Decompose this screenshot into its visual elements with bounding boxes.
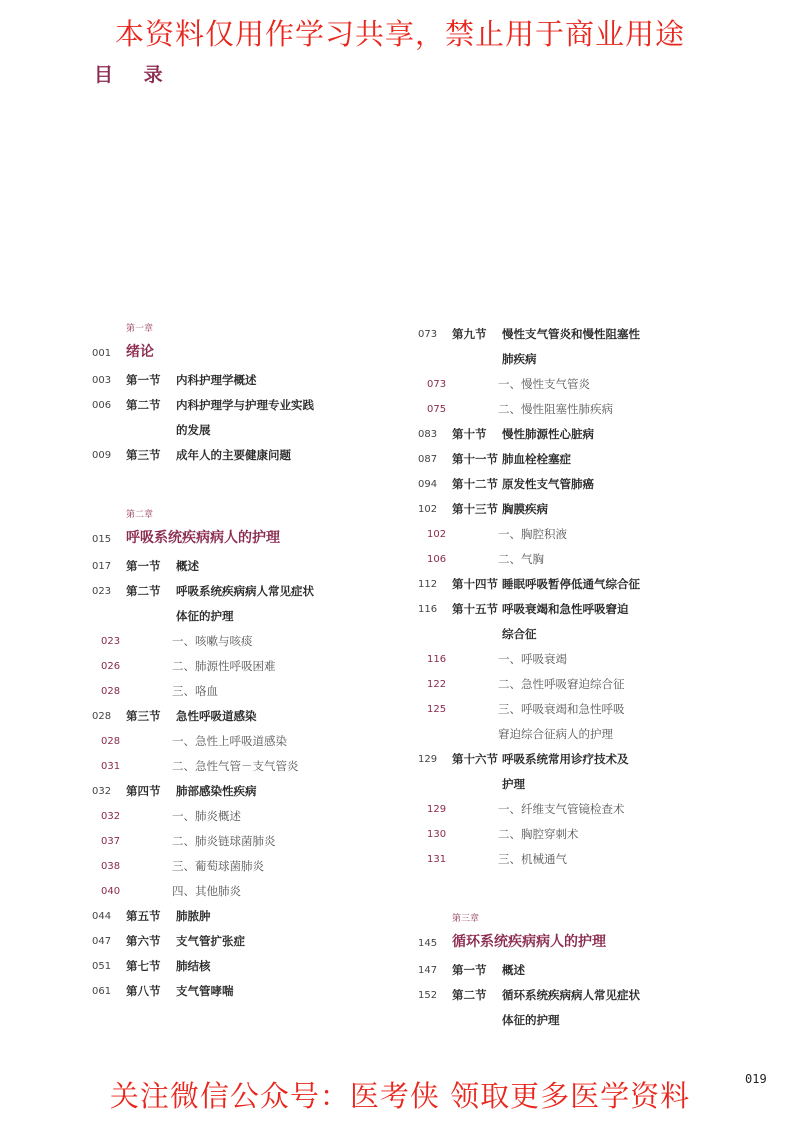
entry-title — [126, 754, 412, 779]
toc-subentry — [418, 697, 718, 747]
entry-title — [502, 447, 718, 472]
chapter-title: 绪论 — [126, 344, 154, 360]
toc-subentry — [418, 822, 718, 847]
entry-title-text: 支气管扩张症 — [176, 934, 245, 948]
chapter-spacer — [418, 872, 718, 912]
entry-section-label: 第九节 — [452, 327, 487, 341]
entry-section-label: 第三节 — [126, 709, 161, 723]
entry-title-text: 内科护理学概述 — [176, 373, 257, 387]
entry-section-label: 第四节 — [126, 784, 161, 798]
chapter-title: 呼吸系统疾病病人的护理 — [126, 530, 280, 546]
toc-subentry — [418, 847, 718, 872]
toc-entry — [92, 904, 412, 929]
toc-entry — [418, 572, 718, 597]
entry-title-text: 原发性支气管肺癌 — [502, 477, 594, 491]
entry-section-label: 第一节 — [126, 373, 161, 387]
entry-title-text: 一、纤维支气管镜检查术 — [498, 802, 625, 816]
entry-title — [502, 422, 718, 447]
entry-page-number: 037 — [101, 836, 121, 847]
entry-title — [126, 854, 412, 879]
entry-title-text: 一、肺炎概述 — [172, 809, 241, 823]
entry-title — [176, 954, 412, 979]
watermark-banner-top: 本资料仅用作学习共享，禁止用于商业用途 — [114, 17, 685, 51]
chapter-label: 第一章 — [126, 324, 154, 334]
entry-title — [452, 397, 718, 422]
entry-title — [176, 779, 412, 804]
entry-section-label: 第二节 — [126, 398, 161, 412]
entry-section-label: 第八节 — [126, 984, 161, 998]
entry-title — [502, 958, 718, 983]
entry-title-continuation: 肺疾病 — [502, 352, 537, 366]
chapter-page-number: 015 — [92, 534, 112, 545]
entry-title — [176, 579, 412, 629]
entry-title — [502, 597, 718, 647]
entry-title — [176, 554, 412, 579]
toc-subentry — [418, 797, 718, 822]
entry-title-text: 一、急性上呼吸道感染 — [172, 734, 287, 748]
toc-subentry — [92, 654, 412, 679]
toc-subentry — [418, 522, 718, 547]
entry-page-number: 116 — [427, 654, 447, 665]
entry-page-number: 129 — [418, 754, 438, 765]
chapter-title-row — [418, 926, 718, 958]
entry-title — [502, 322, 718, 372]
toc-entry — [418, 597, 718, 647]
entry-title-text: 成年人的主要健康问题 — [176, 448, 291, 462]
entry-section-label: 第一节 — [126, 559, 161, 573]
entry-page-number: 129 — [427, 804, 447, 815]
entry-page-number: 102 — [418, 504, 438, 515]
toc-subentry — [418, 372, 718, 397]
entry-title-text: 呼吸衰竭和急性呼吸窘迫 — [502, 602, 629, 616]
entry-section-label: 第二节 — [126, 584, 161, 598]
entry-title-continuation: 窘迫综合征病人的护理 — [498, 727, 613, 741]
entry-page-number: 051 — [92, 961, 112, 972]
entry-title-text: 概述 — [176, 559, 199, 573]
entry-section-label: 第一节 — [452, 963, 487, 977]
entry-title-text: 肺部感染性疾病 — [176, 784, 257, 798]
entry-title-text: 慢性支气管炎和慢性阻塞性 — [502, 327, 640, 341]
entry-section-label: 第十节 — [452, 427, 487, 441]
entry-title-text: 一、慢性支气管炎 — [498, 377, 590, 391]
toc-subentry — [92, 804, 412, 829]
entry-page-number: 017 — [92, 561, 112, 572]
toc-entry — [92, 579, 412, 629]
entry-title-text: 二、慢性阻塞性肺疾病 — [498, 402, 613, 416]
entry-page-number: 028 — [101, 686, 121, 697]
entry-title — [126, 629, 412, 654]
entry-section-label: 第十二节 — [452, 477, 498, 491]
entry-title — [452, 697, 718, 747]
toc-entry — [92, 704, 412, 729]
chapter-title: 循环系统疾病病人的护理 — [452, 934, 606, 950]
entry-section-label: 第五节 — [126, 909, 161, 923]
entry-title-continuation: 护理 — [502, 777, 525, 791]
entry-page-number: 073 — [418, 329, 438, 340]
entry-page-number: 047 — [92, 936, 112, 947]
entry-title — [126, 804, 412, 829]
entry-title-text: 二、气胸 — [498, 552, 544, 566]
entry-title-text: 二、肺炎链球菌肺炎 — [172, 834, 276, 848]
entry-title — [176, 368, 412, 393]
entry-title-text: 二、急性气管－支气管炎 — [172, 759, 299, 773]
watermark-banner-bottom: 关注微信公众号：医考侠 领取更多医学资料 — [109, 1079, 691, 1113]
entry-section-label: 第二节 — [452, 988, 487, 1002]
entry-page-number: 028 — [101, 736, 121, 747]
entry-title-continuation: 体征的护理 — [502, 1013, 560, 1027]
entry-title-text: 肺血栓栓塞症 — [502, 452, 571, 466]
toc-right-column — [418, 322, 718, 1033]
entry-page-number: 032 — [92, 786, 112, 797]
entry-title-text: 睡眠呼吸暂停低通气综合征 — [502, 577, 640, 591]
entry-page-number: 094 — [418, 479, 438, 490]
entry-title-text: 概述 — [502, 963, 525, 977]
entry-page-number: 026 — [101, 661, 121, 672]
entry-page-number: 152 — [418, 990, 438, 1001]
entry-page-number: 083 — [418, 429, 438, 440]
chapter-title-row — [92, 336, 412, 368]
entry-title-text: 三、呼吸衰竭和急性呼吸 — [498, 702, 625, 716]
entry-page-number: 102 — [427, 529, 447, 540]
toc-subentry — [92, 754, 412, 779]
toc-subentry — [92, 879, 412, 904]
entry-title — [452, 847, 718, 872]
entry-title-text: 二、胸腔穿刺术 — [498, 827, 579, 841]
entry-title — [452, 672, 718, 697]
toc-subentry — [92, 829, 412, 854]
entry-title-text: 肺结核 — [176, 959, 211, 973]
entry-title-continuation: 体征的护理 — [176, 609, 234, 623]
entry-title-text: 呼吸系统常用诊疗技术及 — [502, 752, 629, 766]
entry-title — [452, 647, 718, 672]
toc-entry — [418, 447, 718, 472]
toc-entry — [92, 979, 412, 1004]
toc-entry — [418, 983, 718, 1033]
entry-title — [176, 904, 412, 929]
toc-subentry — [418, 547, 718, 572]
entry-section-label: 第十四节 — [452, 577, 498, 591]
entry-title-text: 二、肺源性呼吸困难 — [172, 659, 276, 673]
entry-title-text: 二、急性呼吸窘迫综合征 — [498, 677, 625, 691]
entry-title-text: 三、葡萄球菌肺炎 — [172, 859, 264, 873]
entry-title-text: 胸膜疾病 — [502, 502, 548, 516]
entry-title-text: 四、其他肺炎 — [172, 884, 241, 898]
entry-section-label: 第十一节 — [452, 452, 498, 466]
entry-title — [126, 654, 412, 679]
entry-title — [126, 729, 412, 754]
entry-page-number: 075 — [427, 404, 447, 415]
entry-title-text: 一、咳嗽与咳痰 — [172, 634, 253, 648]
chapter-label: 第三章 — [452, 914, 480, 924]
toc-entry — [418, 422, 718, 447]
entry-title-text: 急性呼吸道感染 — [176, 709, 257, 723]
entry-page-number: 130 — [427, 829, 447, 840]
toc-entry — [418, 747, 718, 797]
entry-page-number: 038 — [101, 861, 121, 872]
entry-section-label: 第十五节 — [452, 602, 498, 616]
entry-title — [176, 929, 412, 954]
entry-title-text: 肺脓肿 — [176, 909, 211, 923]
chapter-spacer — [92, 468, 412, 508]
entry-page-number: 112 — [418, 579, 438, 590]
chapter-page-number: 001 — [92, 348, 112, 359]
toc-entry — [92, 443, 412, 468]
toc-entry — [92, 368, 412, 393]
entry-page-number: 122 — [427, 679, 447, 690]
entry-page-number: 023 — [92, 586, 112, 597]
entry-page-number: 106 — [427, 554, 447, 565]
entry-title — [176, 979, 412, 1004]
entry-title-text: 一、胸腔积液 — [498, 527, 567, 541]
entry-title-text: 一、呼吸衰竭 — [498, 652, 567, 666]
entry-title — [452, 822, 718, 847]
toc-entry — [92, 779, 412, 804]
entry-title-continuation: 的发展 — [176, 423, 211, 437]
entry-title — [502, 497, 718, 522]
toc-entry — [418, 472, 718, 497]
entry-title — [502, 747, 718, 797]
toc-entry — [92, 954, 412, 979]
entry-title-text: 三、咯血 — [172, 684, 218, 698]
entry-section-label: 第十六节 — [452, 752, 498, 766]
entry-title-text: 慢性肺源性心脏病 — [502, 427, 594, 441]
chapter-page-number: 145 — [418, 938, 438, 949]
entry-title-text: 支气管哮喘 — [176, 984, 234, 998]
toc-entry — [418, 497, 718, 522]
toc-entry — [92, 554, 412, 579]
entry-page-number: 125 — [427, 704, 447, 715]
toc-entry — [418, 958, 718, 983]
entry-title — [176, 443, 412, 468]
toc-heading: 目 录 — [94, 64, 175, 86]
entry-title-text: 内科护理学与护理专业实践 — [176, 398, 314, 412]
toc-entry — [418, 322, 718, 372]
entry-title — [176, 393, 412, 443]
entry-title — [126, 829, 412, 854]
entry-title-text: 三、机械通气 — [498, 852, 567, 866]
entry-page-number: 040 — [101, 886, 121, 897]
entry-section-label: 第十三节 — [452, 502, 498, 516]
toc-subentry — [92, 629, 412, 654]
page-number: 019 — [745, 1072, 767, 1086]
entry-page-number: 006 — [92, 400, 112, 411]
chapter-label: 第二章 — [126, 510, 154, 520]
entry-page-number: 032 — [101, 811, 121, 822]
entry-title — [452, 797, 718, 822]
chapter-title-row — [92, 522, 412, 554]
entry-page-number: 073 — [427, 379, 447, 390]
entry-page-number: 044 — [92, 911, 112, 922]
toc-subentry — [92, 679, 412, 704]
entry-page-number: 147 — [418, 965, 438, 976]
entry-title — [502, 572, 718, 597]
toc-subentry — [418, 647, 718, 672]
entry-title-text: 呼吸系统疾病病人常见症状 — [176, 584, 314, 598]
entry-title — [452, 372, 718, 397]
entry-title — [126, 879, 412, 904]
entry-page-number: 023 — [101, 636, 121, 647]
toc-entry — [92, 393, 412, 443]
entry-title — [452, 547, 718, 572]
entry-page-number: 028 — [92, 711, 112, 722]
toc-entry — [92, 929, 412, 954]
toc-subentry — [92, 854, 412, 879]
entry-title-text: 循环系统疾病病人常见症状 — [502, 988, 640, 1002]
entry-page-number: 087 — [418, 454, 438, 465]
entry-title — [452, 522, 718, 547]
entry-section-label: 第六节 — [126, 934, 161, 948]
entry-title — [502, 472, 718, 497]
toc-left-column — [92, 322, 412, 1004]
entry-title — [502, 983, 718, 1033]
entry-page-number: 131 — [427, 854, 447, 865]
entry-title-continuation: 综合征 — [502, 627, 537, 641]
entry-section-label: 第七节 — [126, 959, 161, 973]
toc-subentry — [418, 397, 718, 422]
entry-page-number: 003 — [92, 375, 112, 386]
entry-page-number: 031 — [101, 761, 121, 772]
entry-page-number: 009 — [92, 450, 112, 461]
toc-subentry — [92, 729, 412, 754]
entry-title — [176, 704, 412, 729]
entry-page-number: 116 — [418, 604, 438, 615]
entry-page-number: 061 — [92, 986, 112, 997]
entry-section-label: 第三节 — [126, 448, 161, 462]
entry-title — [126, 679, 412, 704]
toc-subentry — [418, 672, 718, 697]
